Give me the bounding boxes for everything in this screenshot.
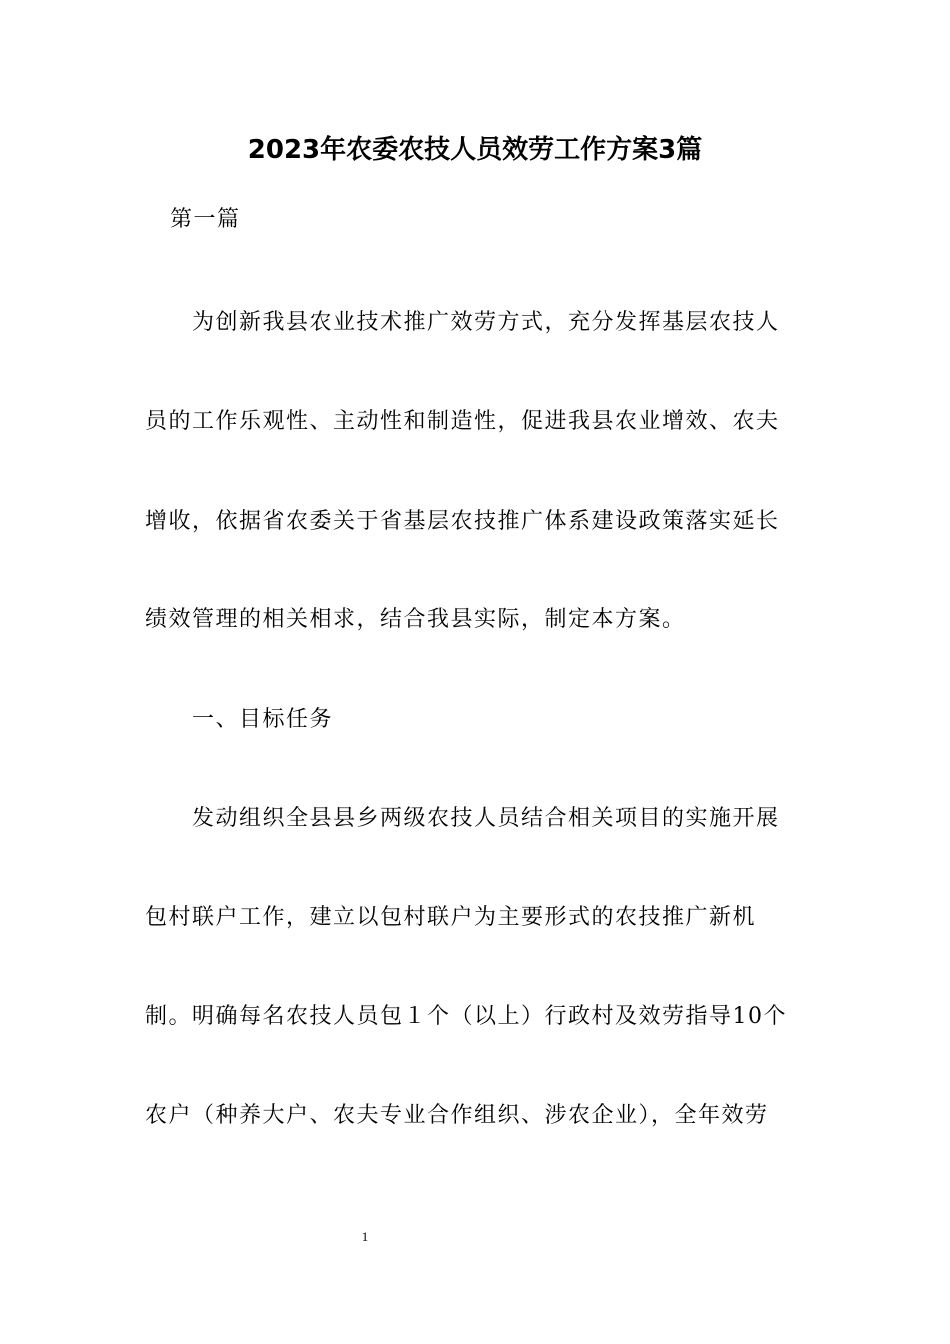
paragraph-line: 包村联户工作，建立以包村联户为主要形式的农技推广新机 <box>145 905 757 930</box>
section-heading: 一、目标任务 <box>192 707 334 732</box>
paragraph-line: 制。明确每名农技人员包１个（以上）行政村及效劳指导10个 <box>145 1004 787 1029</box>
paragraph-line: 绩效管理的相关相求，结合我县实际，制定本方案。 <box>145 607 686 632</box>
page-number: 1 <box>361 1229 369 1244</box>
paragraph-line: 发动组织全县县乡两级农技人员结合相关项目的实施开展 <box>192 806 780 831</box>
section-label: 第一篇 <box>170 207 241 232</box>
document-title: 2023年农委农技人员效劳工作方案3篇 <box>247 135 703 165</box>
paragraph-line: 为创新我县农业技术推广效劳方式，充分发挥基层农技人 <box>192 310 780 335</box>
paragraph-line: 农户（种养大户、农夫专业合作组织、涉农企业），全年效劳 <box>145 1103 769 1128</box>
paragraph-line: 增收，依据省农委关于省基层农技推广体系建设政策落实延长 <box>145 509 780 534</box>
paragraph-line: 员的工作乐观性、主动性和制造性，促进我县农业增效、农夫 <box>145 409 780 434</box>
